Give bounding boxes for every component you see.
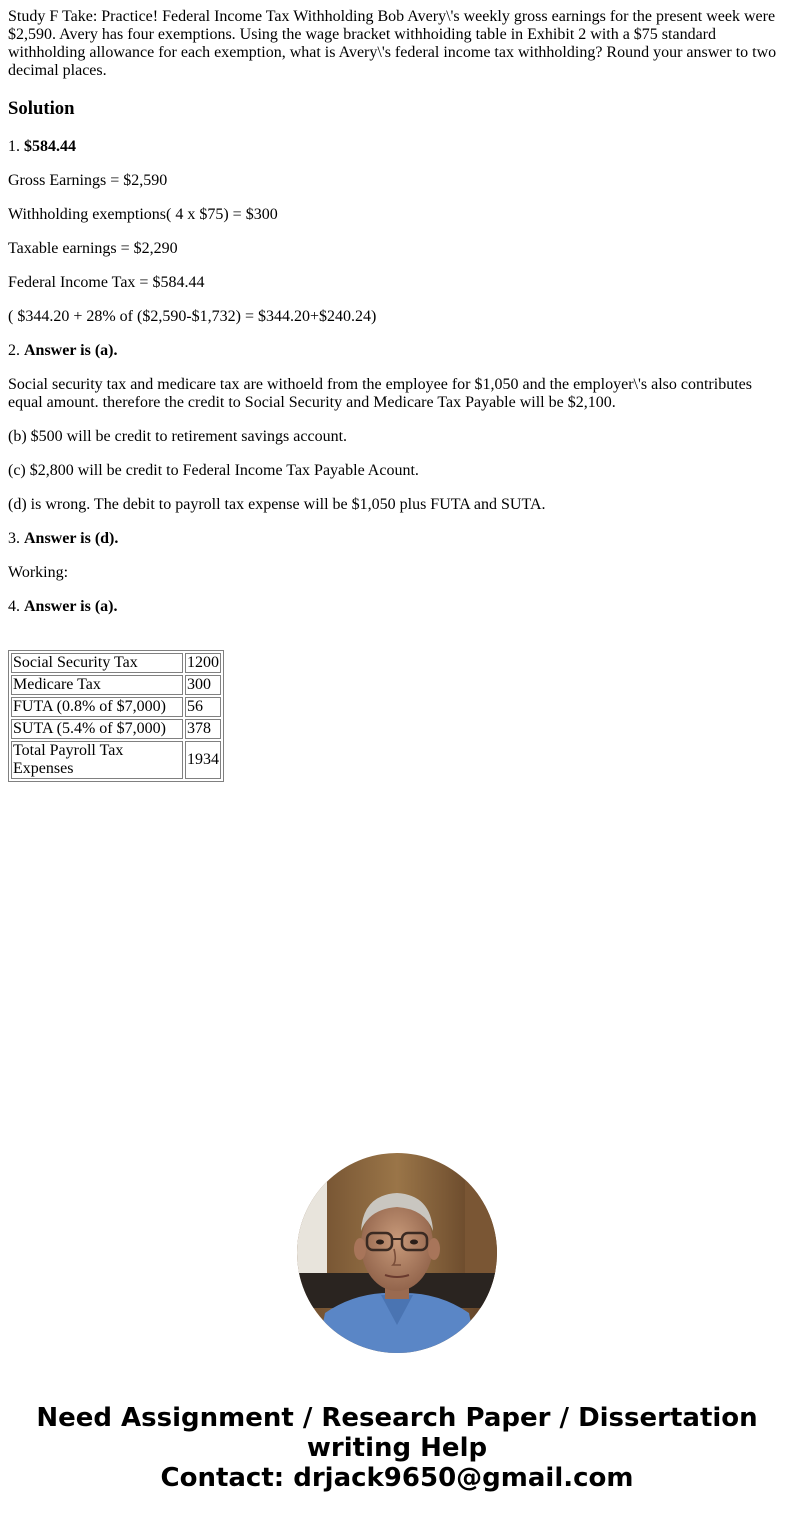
table-row [11, 719, 221, 739]
answer-3-working: Working: [8, 564, 69, 581]
answer-2-line: (b) $500 will be credit to retirement savings account. [8, 428, 348, 445]
avatar-portrait-image [297, 1153, 497, 1353]
question-text: Study F Take: Practice! Federal Income Tax Withholding Bob Avery\'s weekly gross earnings for the present week were $2,590. Avery has four exemptions. Using the wage bracket withhoiding table in Exhibit 2 with a $75 standard withholding allowance for each exemption, what is Avery\'s federal income tax withholding? Round your answer to two decimal places. [8, 8, 777, 79]
answer-2-number: 2. [8, 342, 20, 359]
table-cell-value: 1200 [187, 654, 219, 671]
author-avatar-photo [297, 1153, 497, 1353]
answer-1-line: Federal Income Tax = $584.44 [8, 274, 205, 291]
banner-line-1: Need Assignment / Research Paper / Dissertation [36, 1403, 758, 1433]
banner-line-2: writing Help [306, 1433, 488, 1463]
answer-1 [8, 138, 786, 156]
table-row [11, 741, 221, 779]
document-body [8, 8, 786, 782]
table-cell-label: Total Payroll Tax Expenses [11, 741, 183, 779]
table-cell-label: SUTA (5.4% of $7,000) [11, 719, 183, 739]
solution-heading: Solution [8, 98, 75, 119]
answer-1-value: $584.44 [24, 138, 76, 155]
answer-4-number: 4. [8, 598, 20, 615]
answer-4-value: Answer is (a). [24, 598, 118, 615]
table-cell-value: 1934 [185, 741, 221, 779]
contact-banner [0, 1403, 794, 1493]
table-cell-label: FUTA (0.8% of $7,000) [11, 697, 183, 717]
table-cell-value: 56 [185, 697, 221, 717]
table-cell-value: 300 [185, 675, 221, 695]
answer-1-line: Taxable earnings = $2,290 [8, 240, 178, 257]
table-cell-value: 378 [185, 719, 221, 739]
answer-3 [8, 530, 786, 548]
table-cell-label: Medicare Tax [11, 675, 183, 695]
answer-1-number: 1. [8, 138, 20, 155]
answer-1-line: Gross Earnings = $2,590 [8, 172, 168, 189]
table-row [11, 675, 221, 695]
answer-4 [8, 598, 786, 616]
answer-1-line: ( $344.20 + 28% of ($2,590-$1,732) = $344.20+$240.24) [8, 308, 377, 325]
answer-2-line: (d) is wrong. The debit to payroll tax expense will be $1,050 plus FUTA and SUTA. [8, 496, 546, 513]
table-row [11, 653, 221, 673]
answer-2-line: (c) $2,800 will be credit to Federal Income Tax Payable Acount. [8, 462, 419, 479]
answer-2-value: Answer is (a). [24, 342, 118, 359]
table-cell-label: Social Security Tax [11, 653, 183, 673]
answer-3-number: 3. [8, 530, 20, 547]
banner-contact-email: Contact: drjack9650@gmail.com [160, 1463, 634, 1493]
payroll-tax-table [8, 650, 224, 782]
answer-2-line: Social security tax and medicare tax are withoeld from the employee for $1,050 and the employer\'s also contributes equal amount. therefore the credit to Social Security and Medicare Tax Payable will be $2,100. [8, 376, 752, 411]
table-row [11, 697, 221, 717]
answer-2 [8, 342, 786, 360]
answer-1-line: Withholding exemptions( 4 x $75) = $300 [8, 206, 278, 223]
answer-3-value: Answer is (d). [24, 530, 119, 547]
